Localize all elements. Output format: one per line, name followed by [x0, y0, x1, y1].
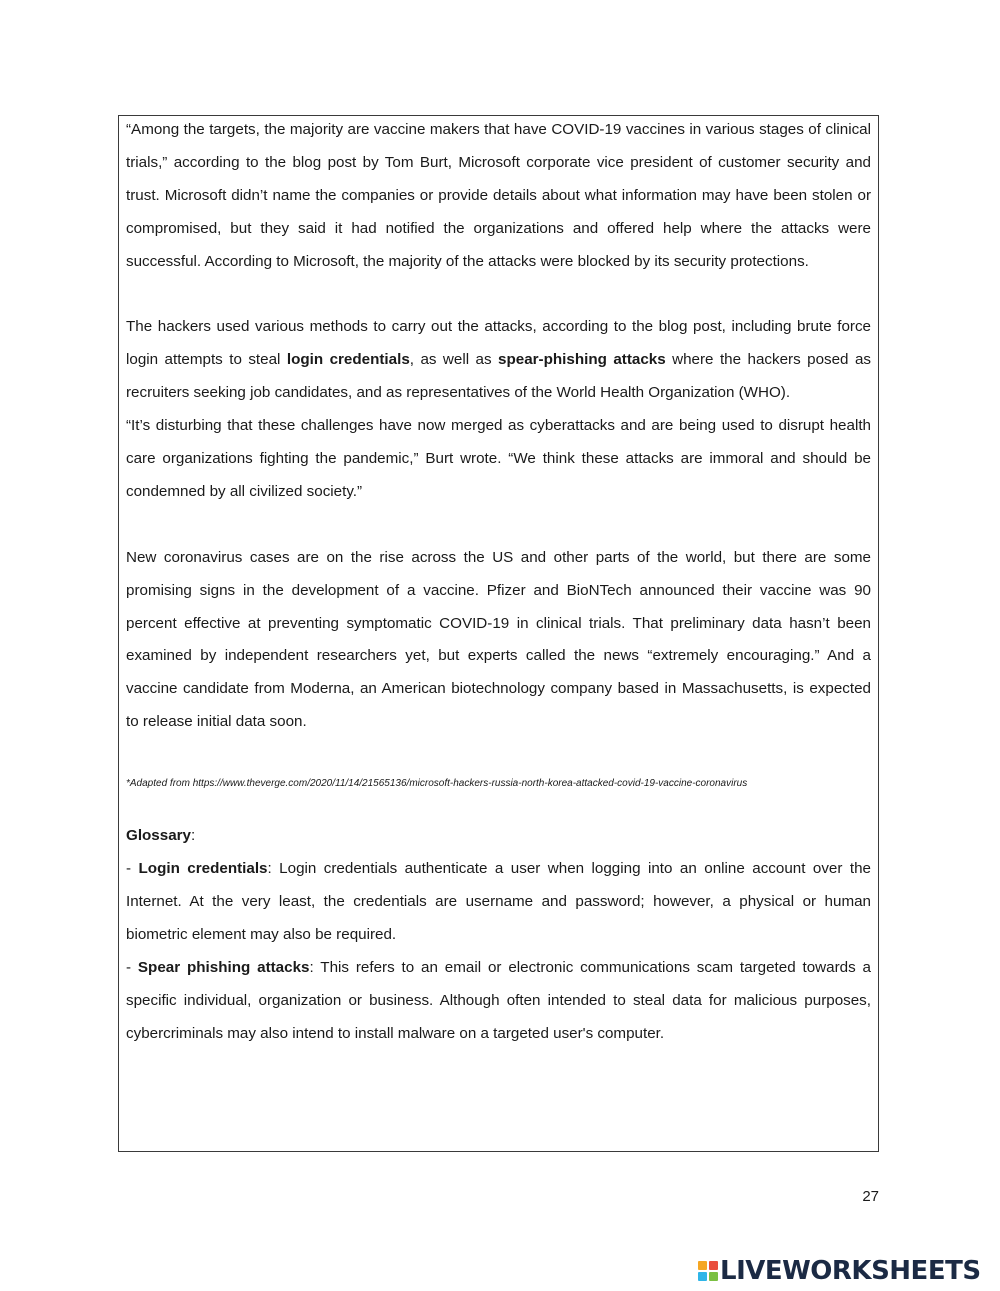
logo-squares-icon [698, 1261, 718, 1281]
paragraph-3-quote: “It’s disturbing that these challenges have now merged as cyberattacks and are being used to disrupt health care organizations fighting the pandemic,” Burt wrote. “We think these attacks are immoral and should be condemned by all civilized society.” [126, 417, 871, 500]
term-login-credentials: login credentials [286, 351, 410, 369]
glossary-title-colon: : [191, 827, 196, 845]
glossary-definition: : Login credentials authenticate a user when logging into an online account over the Internet. At the very least, the credentials are username and password; however, a physical or human biometric element may also be required. [126, 859, 871, 943]
spacer [126, 739, 871, 772]
glossary-heading [126, 820, 871, 853]
glossary-definition: : This refers to an email or electronic communications scam targeted towards a specific individual, organization or business. Although often intended to steal data for malicious purposes, cybercriminals may also intend to install malware on a targeted user's computer. [126, 958, 871, 1042]
logo-square [698, 1261, 707, 1270]
spacer [126, 796, 871, 820]
paragraph-2-text-a: The hackers used various methods to carry out the attacks, according to the blog post, including brute force login attempts to steal [126, 318, 871, 369]
spacer [126, 279, 871, 312]
logo-square [709, 1261, 718, 1270]
glossary-term: Login credentials [138, 859, 268, 877]
glossary-term: Spear phishing attacks [137, 958, 310, 976]
article-body [126, 114, 871, 1050]
paragraph-2 [126, 311, 871, 410]
page-number: 27 [862, 1188, 879, 1205]
glossary-item [126, 952, 871, 1051]
liveworksheets-logo[interactable] [698, 1256, 981, 1286]
paragraph-1: “Among the targets, the majority are vaccine makers that have COVID-19 vaccines in various stages of clinical trials,” according to the blog post by Tom Burt, Microsoft corporate vice president of customer security and trust. Microsoft didn’t name the companies or provide details about what information may have been stolen or compromised, but they said it had notified the organizations and offered help where the attacks were successful. According to Microsoft, the majority of the attacks were blocked by its security protections. [126, 121, 871, 270]
paragraph-4: New coronavirus cases are on the rise across the US and other parts of the world, but there are some promising signs in the development of a vaccine. Pfizer and BioNTech announced their vaccine was 90 percent effective at preventing symptomatic COVID-19 in clinical trials. That preliminary data hasn’t been examined by independent researchers yet, but experts called the news “extremely encouraging.” And a vaccine candidate from Moderna, an American biotechnology company based in Massachusetts, is expected to release initial data soon. [126, 548, 871, 731]
glossary-item [126, 853, 871, 952]
spacer [126, 509, 871, 542]
glossary-dash: - [126, 859, 139, 877]
logo-text: LIVEWORKSHEETS [720, 1256, 981, 1286]
paragraph-2-text-c: where the hackers posed as recruiters seeking job candidates, and as representatives of the World Health Organization (WHO). [126, 351, 871, 402]
glossary-title: Glossary [126, 827, 192, 845]
paragraph-2-text-b: , as well as [409, 351, 499, 369]
glossary-dash: - [126, 958, 138, 976]
logo-square [709, 1272, 718, 1281]
source-note: *Adapted from https://www.theverge.com/2020/11/14/21565136/microsoft-hackers-russia-north-korea-attacked-covid-19-vaccine-coronavirus [126, 778, 748, 790]
logo-square [698, 1272, 707, 1281]
term-spear-phishing: spear-phishing attacks [498, 351, 666, 369]
